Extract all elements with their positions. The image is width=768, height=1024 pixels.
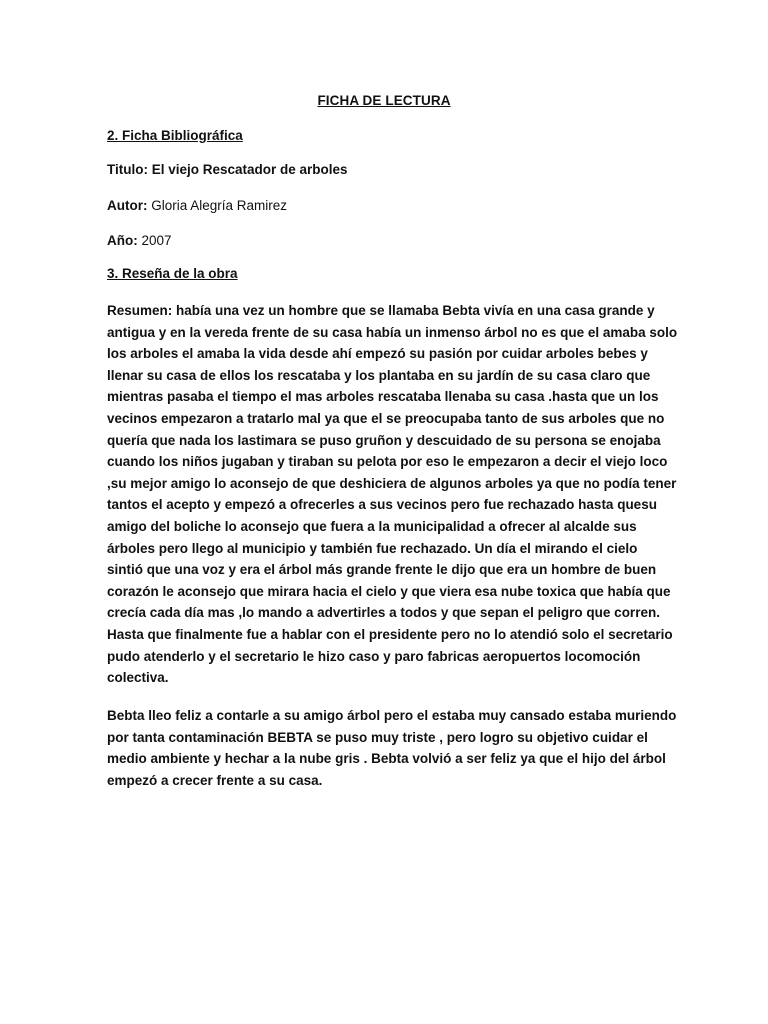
summary-line: llenar su casa de ellos los rescataba y los plantaba en su jardín de su casa claro que xyxy=(107,367,651,383)
summary-line: cuando los niños jugaban y tiraban su pelota por eso le empezaron a decir el viejo loco xyxy=(107,454,668,470)
section-heading-resena: 3. Reseña de la obra xyxy=(107,266,238,281)
year-line xyxy=(107,232,172,250)
summary-line: Resumen: había una vez un hombre que se llamaba Bebta vivía en una casa grande y xyxy=(107,303,655,318)
document-title: FICHA DE LECTURA xyxy=(317,93,451,108)
summary-line: Hasta que finalmente fue a hablar con el presidente pero no lo atendió solo el secretario xyxy=(107,626,673,642)
closing-line: por tanta contaminación BEBTA se puso muy triste , pero logro su objetivo cuidar el xyxy=(107,729,648,745)
summary-paragraph xyxy=(107,300,678,689)
closing-line: empezó a crecer frente a su casa. xyxy=(107,772,323,788)
section-heading-bibliografica: 2. Ficha Bibliográfica xyxy=(107,128,243,143)
summary-line: sintió que una voz y era el árbol más grande frente le dijo que era un hombre de buen xyxy=(107,562,657,578)
summary-line: mientras pasaba el tiempo el mas arboles rescataba llenaba su casa .hasta que un los xyxy=(107,389,659,405)
summary-line: pudo atenderlo y el secretario le hizo caso y paro fabricas aeropuertos locomoción xyxy=(107,648,641,664)
author-value: Gloria Alegría Ramirez xyxy=(147,198,288,213)
year-label: Año: xyxy=(107,233,138,248)
author-line xyxy=(107,197,287,215)
summary-line: amigo del boliche lo aconsejo que fuera a la municipalidad a ofrecer al alcalde sus xyxy=(107,518,637,534)
summary-line: antigua y en la vereda frente de su casa había un inmenso árbol no es que el amaba solo xyxy=(107,324,678,340)
closing-paragraph xyxy=(107,705,677,791)
year-value: 2007 xyxy=(137,233,172,248)
summary-line: tantos el acepto y empezó a ofrecerles a sus vecinos pero fue rechazado hasta quesu xyxy=(107,497,657,513)
closing-line: medio ambiente y hechar a la nube gris . Bebta volvió a ser feliz ya que el hijo del árbol xyxy=(107,751,666,767)
book-title-line: Titulo: El viejo Rescatador de arboles xyxy=(107,162,348,177)
summary-line: árboles pero llego al municipio y también fue rechazado. Un día el mirando el cielo xyxy=(107,540,638,556)
summary-line: vecinos empezaron a tratarlo mal ya que el se preocupaba tanto de sus arboles que no xyxy=(107,410,665,426)
summary-line: los arboles el amaba la vida desde ahí empezó su pasión por cuidar arboles bebes y xyxy=(107,346,648,362)
closing-line: Bebta lleo feliz a contarle a su amigo árbol pero el estaba muy cansado estaba muriendo xyxy=(107,708,677,723)
summary-line: quería que nada los lastimara se puso gruñon y descuidado de su persona se enojaba xyxy=(107,432,661,448)
summary-line: ,su mejor amigo lo aconsejo de que deshiciera de algunos arboles ya que no podía tener xyxy=(107,475,677,491)
summary-line: crecía cada día mas ,lo mando a advertirles a todos y que sepan el peligro que corren. xyxy=(107,605,660,621)
summary-line: colectiva. xyxy=(107,670,169,686)
author-label: Autor: xyxy=(107,198,148,213)
summary-line: corazón le aconsejo que mirara hacia el cielo y que viera esa nube toxica que había que xyxy=(107,583,671,599)
